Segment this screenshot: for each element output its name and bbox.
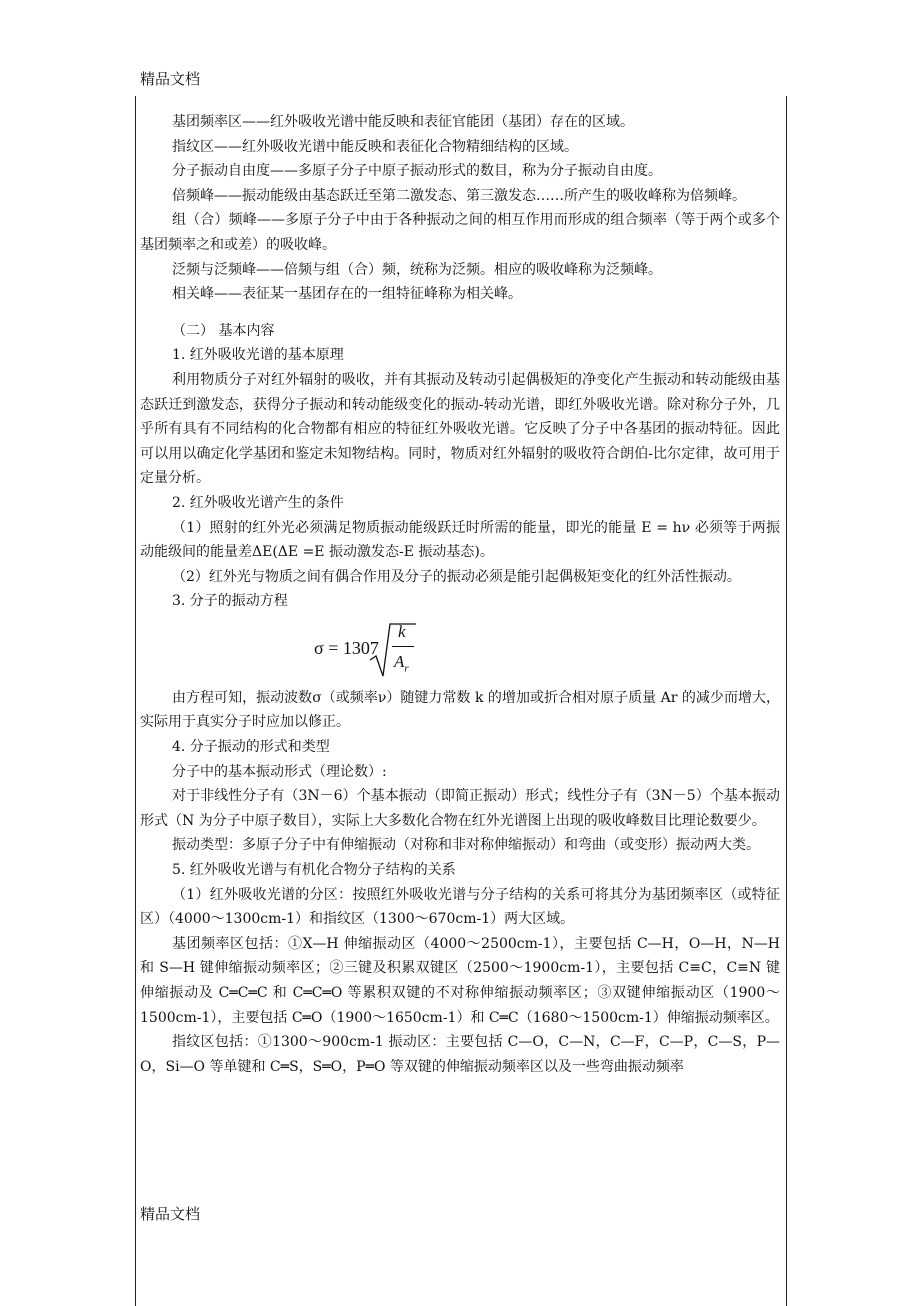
paragraph: 分子中的基本振动形式（理论数）: (172, 763, 387, 780)
document-body (140, 110, 780, 1079)
fraction-numerator: k (398, 621, 406, 641)
subsection-heading: 3. 分子的振动方程 (172, 593, 288, 610)
subsection-heading: 2. 红外吸收光谱产生的条件 (172, 494, 344, 511)
paragraph: 对于非线性分子有（3N－6）个基本振动（即简正振动）形式；线性分子有（3N－5）个基本振动形式（N 为分子中原子数目），实际上大多数化合物在红外光谱图上出现的吸收峰数目比理论数要少。 (140, 788, 780, 829)
subsection-heading: 4. 分子振动的形式和类型 (172, 739, 330, 756)
paragraph: 组（合）频峰——多原子分子中由于各种振动之间的相互作用而形成的组合频率（等于两个或多个基团频率之和或差）的吸收峰。 (140, 212, 780, 253)
subsection-heading: 5. 红外吸收光谱与有机化合物分子结构的关系 (172, 862, 456, 879)
equation-lhs: σ = 1307 (314, 637, 379, 658)
paragraph: 由方程可知，振动波数σ（或频率ν）随键力常数 k 的增加或折合相对原子质量 Ar 的减少而增大，实际用于真实分子时应加以修正。 (140, 689, 780, 731)
paragraph: 利用物质分子对红外辐射的吸收，并有其振动及转动引起偶极矩的净变化产生振动和转动能级由基态跃迁到激发态，获得分子振动和转动能级变化的振动-转动光谱，即红外吸收光谱。除对称分子外，几乎所有具有不同结构的化合物都有相应的特征红外吸收光谱。它反映了分子中各基团的振动特征。因此可以用以确定化学基团和鉴定未知物结构。同时，物质对红外辐射的吸收符合朗伯-比尔定律，故可用于定量分析。 (140, 371, 780, 487)
paragraph: （2）红外光与物质之间有偶合作用及分子的振动必须是能引起偶极矩变化的红外活性振动。 (172, 568, 741, 585)
page-header: 精品文档 (140, 70, 201, 88)
fraction-denominator: $A_r$ (394, 651, 409, 675)
paragraph: 指纹区包括：①1300～900cm-1 振动区：主要包括 C—O，C—N，C—F，C—P，C—S，P—O，Si—O 等单键和 C═S，S═O，P═O 等双键的伸缩振动频率区以及一些弯曲振动频率 (140, 1034, 780, 1075)
fraction-bar (392, 646, 414, 647)
paragraph: （1）红外吸收光谱的分区：按照红外吸收光谱与分子结构的关系可将其分为基团频率区（或特征区）（4000～1300cm-1）和指纹区（1300～670cm-1）两大区域。 (140, 886, 780, 928)
paragraph: 基团频率区包括：①X—H 伸缩振动区（4000～2500cm-1），主要包括 C—H，O—H，N—H 和 S—H 键伸缩振动频率区；②三键及积累双键区（2500～1900cm-1），主要包括 C≡C，C≡N 键伸缩振动及 C═C═C 和 C═C═O 等累积双键的不对称伸缩振动频率区；③双键伸缩振动区（1900～1500cm-1），主要包括 C═O（1900～1650cm-1）和 C═C（1680～1500cm-1）伸缩振动频率区。 (140, 935, 780, 1026)
page-footer: 精品文档 (140, 1205, 201, 1223)
paragraph: 基团频率区——红外吸收光谱中能反映和表征官能团（基团）存在的区域。 (172, 114, 634, 130)
paragraph: 振动类型：多原子分子中有伸缩振动（对称和非对称伸缩振动）和弯曲（或变形）振动两大类。 (172, 837, 760, 854)
paragraph: 相关峰——表征某一基团存在的一组特征峰称为相关峰。 (172, 286, 522, 303)
vibration-equation (140, 614, 780, 686)
paragraph: 分子振动自由度——多原子分子中原子振动形式的数目，称为分子振动自由度。 (172, 163, 662, 180)
paragraph: 泛频与泛频峰——倍频与组（合）频，统称为泛频。相应的吸收峰称为泛频峰。 (172, 261, 662, 278)
paragraph: 指纹区——红外吸收光谱中能反映和表征化合物精细结构的区域。 (172, 138, 578, 155)
section-heading: （二） 基本内容 (172, 322, 275, 339)
paragraph: （1）照射的红外光必须满足物质振动能级跃迁时所需的能量，即光的能量 E = hν 必须等于两振动能级间的能量差ΔE(ΔE =E 振动激发态-E 振动基态)。 (140, 519, 780, 561)
paragraph: 倍频峰——振动能级由基态跃迁至第二激发态、第三激发态……所产生的吸收峰称为倍频峰。 (172, 187, 746, 204)
subsection-heading: 1. 红外吸收光谱的基本原理 (172, 347, 344, 364)
